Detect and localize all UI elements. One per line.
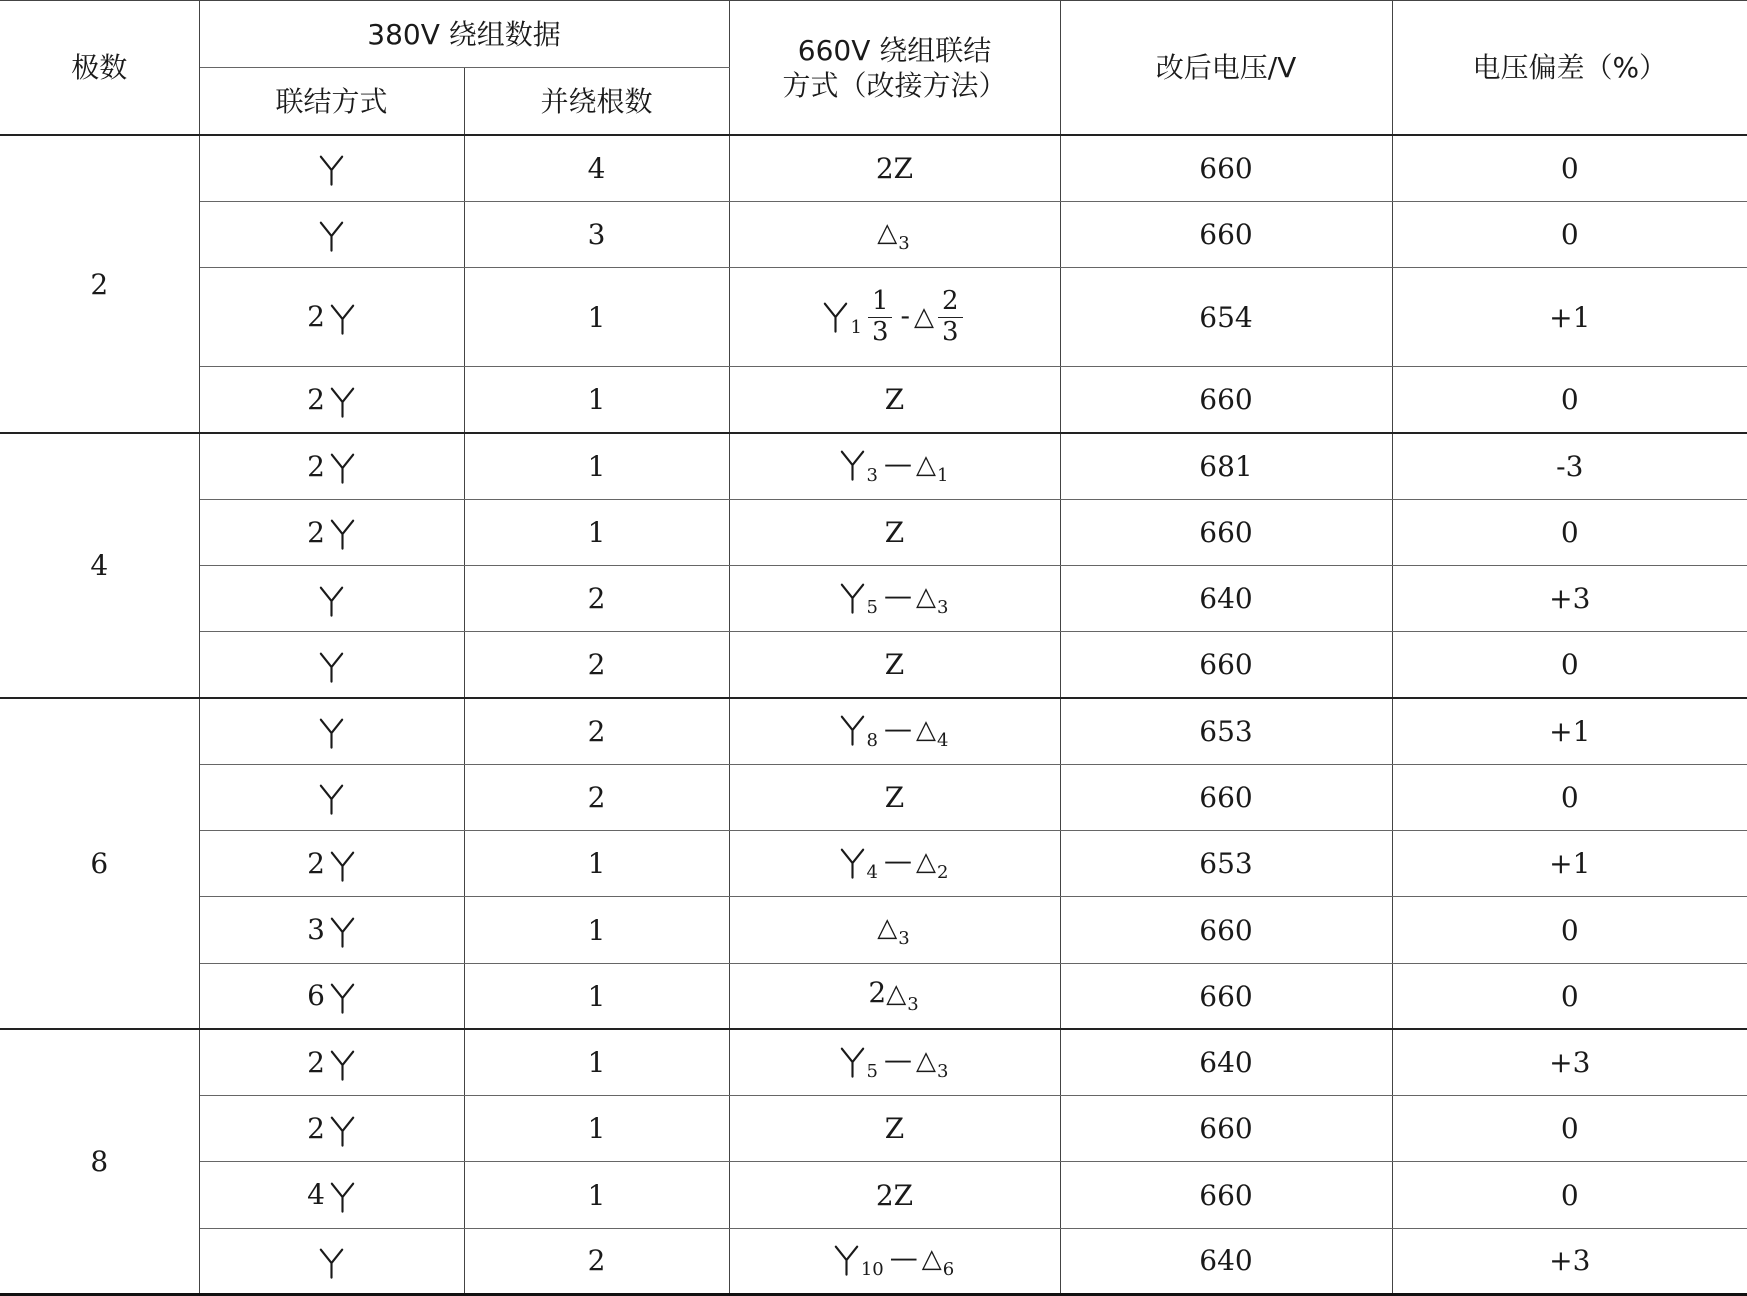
connection-380v-cell: [199, 831, 464, 897]
voltage-deviation-cell: -3: [1392, 433, 1747, 499]
connection-380v-cell: [199, 566, 464, 632]
voltage-deviation-cell: +1: [1392, 268, 1747, 367]
connection-660v-cell: [729, 268, 1060, 367]
connection-380v: [307, 979, 356, 1012]
table-row: [0, 632, 1747, 698]
table-row: [0, 433, 1747, 499]
delta-connection-icon: △: [916, 449, 936, 480]
voltage-deviation-cell: 0: [1392, 367, 1747, 433]
new-voltage-cell: 660: [1060, 1162, 1392, 1228]
star-connection-icon: [329, 452, 356, 484]
star-connection-icon: [839, 582, 866, 614]
scheme-text: Z: [884, 781, 905, 814]
star-connection-icon: [822, 301, 849, 333]
connection-scheme: [885, 648, 904, 681]
connection-coefficient: 6: [307, 979, 325, 1013]
connection-660v-cell: [729, 963, 1060, 1029]
voltage-deviation-cell: 0: [1392, 632, 1747, 698]
connection-scheme: [839, 446, 951, 486]
connection-scheme: [876, 152, 913, 185]
star-connection-icon: [318, 220, 345, 252]
connection-380v: [318, 1244, 345, 1277]
table-row: [0, 1228, 1747, 1294]
header-380v-connection: 联结方式: [199, 68, 464, 135]
scheme-text: Z: [884, 383, 905, 417]
connection-scheme: [839, 579, 951, 618]
star-connection-icon: [839, 847, 866, 879]
table-row: [0, 698, 1747, 764]
connection-coefficient: 2: [307, 1112, 325, 1145]
connection-660v-cell: [729, 201, 1060, 267]
star-connection-icon: [833, 1244, 860, 1276]
connection-scheme: [868, 976, 920, 1016]
table-row: [0, 764, 1747, 830]
connection-380v: [307, 1178, 356, 1211]
connection-660v-cell: [729, 831, 1060, 897]
fraction: [868, 287, 893, 348]
delta-subscript: 3: [937, 597, 949, 618]
delta-connection-icon: △: [916, 847, 936, 877]
connection-scheme: [885, 1112, 904, 1145]
voltage-deviation-cell: +3: [1392, 566, 1747, 632]
voltage-deviation-cell: 0: [1392, 201, 1747, 267]
parallel-strands-cell: 3: [464, 201, 729, 267]
star-connection-icon: [318, 1247, 345, 1279]
connection-380v-cell: [199, 632, 464, 698]
pole-count-cell: 4: [0, 433, 199, 698]
delta-subscript: 1: [937, 464, 949, 486]
star-subscript: 5: [866, 597, 878, 618]
voltage-deviation-cell: 0: [1392, 135, 1747, 201]
voltage-deviation-cell: +3: [1392, 1228, 1747, 1294]
table-row: [0, 963, 1747, 1029]
scheme-separator: —: [884, 711, 912, 745]
connection-660v-cell: [729, 1162, 1060, 1228]
scheme-text: Z: [884, 516, 905, 549]
voltage-deviation-cell: +1: [1392, 698, 1747, 764]
connection-660v-cell: [729, 1096, 1060, 1162]
new-voltage-cell: 640: [1060, 566, 1392, 632]
parallel-strands-cell: 2: [464, 1228, 729, 1294]
delta-connection-icon: △: [877, 913, 898, 944]
delta-connection-icon: △: [916, 582, 936, 612]
connection-380v: [318, 582, 345, 615]
connection-660v-cell: [729, 698, 1060, 764]
connection-scheme: [885, 383, 904, 416]
connection-380v-cell: [199, 1228, 464, 1294]
star-connection-icon: [839, 714, 866, 746]
header-660v-connection-line1: 660V 绕组联结: [797, 33, 992, 67]
connection-380v: [307, 1112, 356, 1145]
connection-coefficient: 2: [307, 515, 325, 549]
star-connection-icon: [329, 1115, 356, 1147]
new-voltage-cell: 660: [1060, 897, 1392, 963]
connection-660v-cell: [729, 499, 1060, 565]
connection-380v-cell: [199, 764, 464, 830]
parallel-strands-cell: 4: [464, 135, 729, 201]
delta-subscript: 6: [942, 1259, 955, 1281]
star-connection-icon: [839, 1046, 866, 1078]
star-connection-icon: [329, 916, 356, 948]
pole-count-cell: 6: [0, 698, 199, 1029]
table-row: [0, 831, 1747, 897]
connection-coefficient: 2: [307, 847, 325, 880]
star-connection-icon: [318, 585, 345, 617]
connection-660v-cell: [729, 764, 1060, 830]
scheme-text: 2Z: [875, 151, 914, 185]
star-connection-icon: [318, 154, 345, 186]
new-voltage-cell: 653: [1060, 831, 1392, 897]
connection-380v-cell: [199, 1162, 464, 1228]
scheme-separator: —: [884, 844, 912, 877]
connection-coefficient: 2: [307, 383, 325, 416]
connection-coefficient: 2: [307, 1046, 325, 1079]
connection-380v: [307, 913, 356, 946]
connection-380v: [307, 383, 356, 416]
scheme-text: Z: [884, 648, 905, 682]
connection-380v: [318, 218, 345, 251]
connection-380v: [318, 152, 345, 185]
connection-scheme: [877, 910, 911, 950]
header-new-voltage: 改后电压/V: [1060, 1, 1392, 136]
parallel-strands-cell: 1: [464, 499, 729, 565]
connection-380v-cell: [199, 963, 464, 1029]
connection-380v: [307, 516, 356, 549]
connection-coefficient: 3: [307, 913, 325, 947]
star-connection-icon: [329, 303, 356, 335]
connection-380v-cell: [199, 897, 464, 963]
parallel-strands-cell: 1: [464, 268, 729, 367]
connection-380v-cell: [199, 1096, 464, 1162]
delta-connection-icon: △: [916, 1046, 936, 1076]
connection-660v-cell: [729, 1029, 1060, 1095]
star-subscript: 10: [860, 1259, 884, 1281]
scheme-separator: —: [884, 1043, 912, 1076]
delta-subscript: 3: [898, 928, 910, 950]
star-subscript: 8: [866, 729, 878, 751]
table-row: [0, 566, 1747, 632]
star-connection-icon: [329, 982, 356, 1014]
delta-connection-icon: △: [913, 301, 934, 332]
connection-380v: [307, 1046, 356, 1079]
scheme-separator: —: [889, 1241, 918, 1275]
new-voltage-cell: 681: [1060, 433, 1392, 499]
fraction-denominator: 3: [871, 316, 889, 347]
connection-660v-cell: [729, 135, 1060, 201]
table-row: [0, 135, 1747, 201]
scheme-text: Z: [884, 1112, 905, 1146]
fraction: [938, 287, 963, 348]
pole-count-cell: 8: [0, 1029, 199, 1294]
parallel-strands-cell: 2: [464, 632, 729, 698]
connection-380v-cell: [199, 135, 464, 201]
connection-scheme: [839, 1043, 951, 1082]
table-row: [0, 201, 1747, 267]
connection-660v-cell: [729, 1228, 1060, 1294]
fraction-numerator: 1: [868, 287, 893, 318]
voltage-deviation-cell: 0: [1392, 1096, 1747, 1162]
scheme-separator: -: [900, 298, 910, 332]
new-voltage-cell: 660: [1060, 135, 1392, 201]
table-row: [0, 1162, 1747, 1228]
table-row: [0, 499, 1747, 565]
connection-scheme: [833, 1241, 956, 1281]
delta-subscript: 3: [907, 994, 919, 1016]
delta-connection-icon: △: [921, 1244, 942, 1275]
connection-380v: [318, 715, 345, 748]
scheme-separator: —: [884, 446, 912, 480]
new-voltage-cell: 660: [1060, 201, 1392, 267]
connection-scheme: [877, 215, 911, 254]
delta-subscript: 3: [898, 232, 910, 254]
star-subscript: 3: [866, 464, 878, 486]
connection-380v-cell: [199, 268, 464, 367]
pole-count-cell: 2: [0, 135, 199, 433]
parallel-strands-cell: 1: [464, 367, 729, 433]
new-voltage-cell: 654: [1060, 268, 1392, 367]
connection-660v-cell: [729, 367, 1060, 433]
voltage-deviation-cell: +3: [1392, 1029, 1747, 1095]
connection-380v: [318, 648, 345, 681]
parallel-strands-cell: 1: [464, 963, 729, 1029]
connection-380v-cell: [199, 201, 464, 267]
connection-scheme: [885, 516, 904, 549]
star-subscript: 4: [866, 862, 878, 883]
connection-380v: [318, 781, 345, 814]
voltage-deviation-cell: 0: [1392, 764, 1747, 830]
connection-scheme: [839, 711, 951, 751]
header-parallel-strands: 并绕根数: [464, 68, 729, 135]
new-voltage-cell: 660: [1060, 764, 1392, 830]
table-row: [0, 367, 1747, 433]
parallel-strands-cell: 1: [464, 1162, 729, 1228]
new-voltage-cell: 640: [1060, 1228, 1392, 1294]
connection-660v-cell: [729, 897, 1060, 963]
delta-subscript: 2: [937, 862, 949, 883]
connection-380v-cell: [199, 367, 464, 433]
table-row: [0, 268, 1747, 367]
voltage-deviation-cell: 0: [1392, 499, 1747, 565]
star-subscript: 1: [850, 316, 862, 338]
parallel-strands-cell: 1: [464, 831, 729, 897]
connection-coefficient: 2: [307, 300, 325, 334]
header-660v-connection-line2: 方式（改接方法）: [782, 68, 1007, 102]
star-connection-icon: [329, 518, 356, 550]
new-voltage-cell: 640: [1060, 1029, 1392, 1095]
table-row: [0, 1096, 1747, 1162]
scheme-text: 2Z: [875, 1178, 914, 1212]
delta-connection-icon: △: [916, 714, 936, 745]
connection-scheme: [885, 781, 904, 814]
header-660v-connection: [729, 1, 1060, 136]
new-voltage-cell: 660: [1060, 367, 1392, 433]
connection-380v: [307, 450, 356, 483]
connection-380v: [307, 847, 356, 880]
delta-connection-icon: △: [886, 979, 907, 1010]
connection-scheme: [839, 844, 951, 883]
star-connection-icon: [318, 717, 345, 749]
new-voltage-cell: 653: [1060, 698, 1392, 764]
scheme-text: 2: [868, 976, 887, 1010]
delta-subscript: 4: [937, 729, 949, 751]
connection-660v-cell: [729, 566, 1060, 632]
connection-coefficient: 4: [307, 1178, 325, 1212]
star-connection-icon: [839, 449, 866, 481]
parallel-strands-cell: 1: [464, 1029, 729, 1095]
scheme-separator: —: [884, 579, 912, 612]
connection-380v-cell: [199, 433, 464, 499]
new-voltage-cell: 660: [1060, 632, 1392, 698]
star-connection-icon: [329, 1181, 356, 1213]
connection-380v-cell: [199, 698, 464, 764]
fraction-numerator: 2: [938, 287, 963, 318]
connection-scheme: [822, 285, 966, 347]
star-connection-icon: [329, 1049, 356, 1081]
new-voltage-cell: 660: [1060, 1096, 1392, 1162]
connection-coefficient: 2: [307, 449, 325, 483]
parallel-strands-cell: 1: [464, 897, 729, 963]
star-connection-icon: [318, 651, 345, 683]
header-pole-count: 极数: [0, 1, 199, 136]
parallel-strands-cell: 1: [464, 433, 729, 499]
connection-660v-cell: [729, 433, 1060, 499]
connection-380v: [307, 300, 356, 333]
table-row: [0, 897, 1747, 963]
delta-subscript: 3: [937, 1061, 949, 1082]
new-voltage-cell: 660: [1060, 499, 1392, 565]
table-row: [0, 1029, 1747, 1095]
parallel-strands-cell: 2: [464, 698, 729, 764]
fraction-denominator: 3: [941, 316, 959, 347]
voltage-deviation-cell: 0: [1392, 963, 1747, 1029]
star-subscript: 5: [866, 1061, 878, 1082]
delta-connection-icon: △: [877, 217, 898, 248]
voltage-deviation-cell: 0: [1392, 897, 1747, 963]
header-380v-winding-data: 380V 绕组数据: [199, 1, 729, 68]
star-connection-icon: [329, 850, 356, 882]
new-voltage-cell: 660: [1060, 963, 1392, 1029]
connection-660v-cell: [729, 632, 1060, 698]
parallel-strands-cell: 2: [464, 764, 729, 830]
star-connection-icon: [329, 386, 356, 418]
connection-scheme: [876, 1179, 913, 1212]
connection-380v-cell: [199, 499, 464, 565]
voltage-deviation-cell: +1: [1392, 831, 1747, 897]
voltage-deviation-cell: 0: [1392, 1162, 1747, 1228]
parallel-strands-cell: 1: [464, 1096, 729, 1162]
parallel-strands-cell: 2: [464, 566, 729, 632]
header-voltage-deviation: 电压偏差（%）: [1392, 1, 1747, 136]
star-connection-icon: [318, 783, 345, 815]
connection-380v-cell: [199, 1029, 464, 1095]
